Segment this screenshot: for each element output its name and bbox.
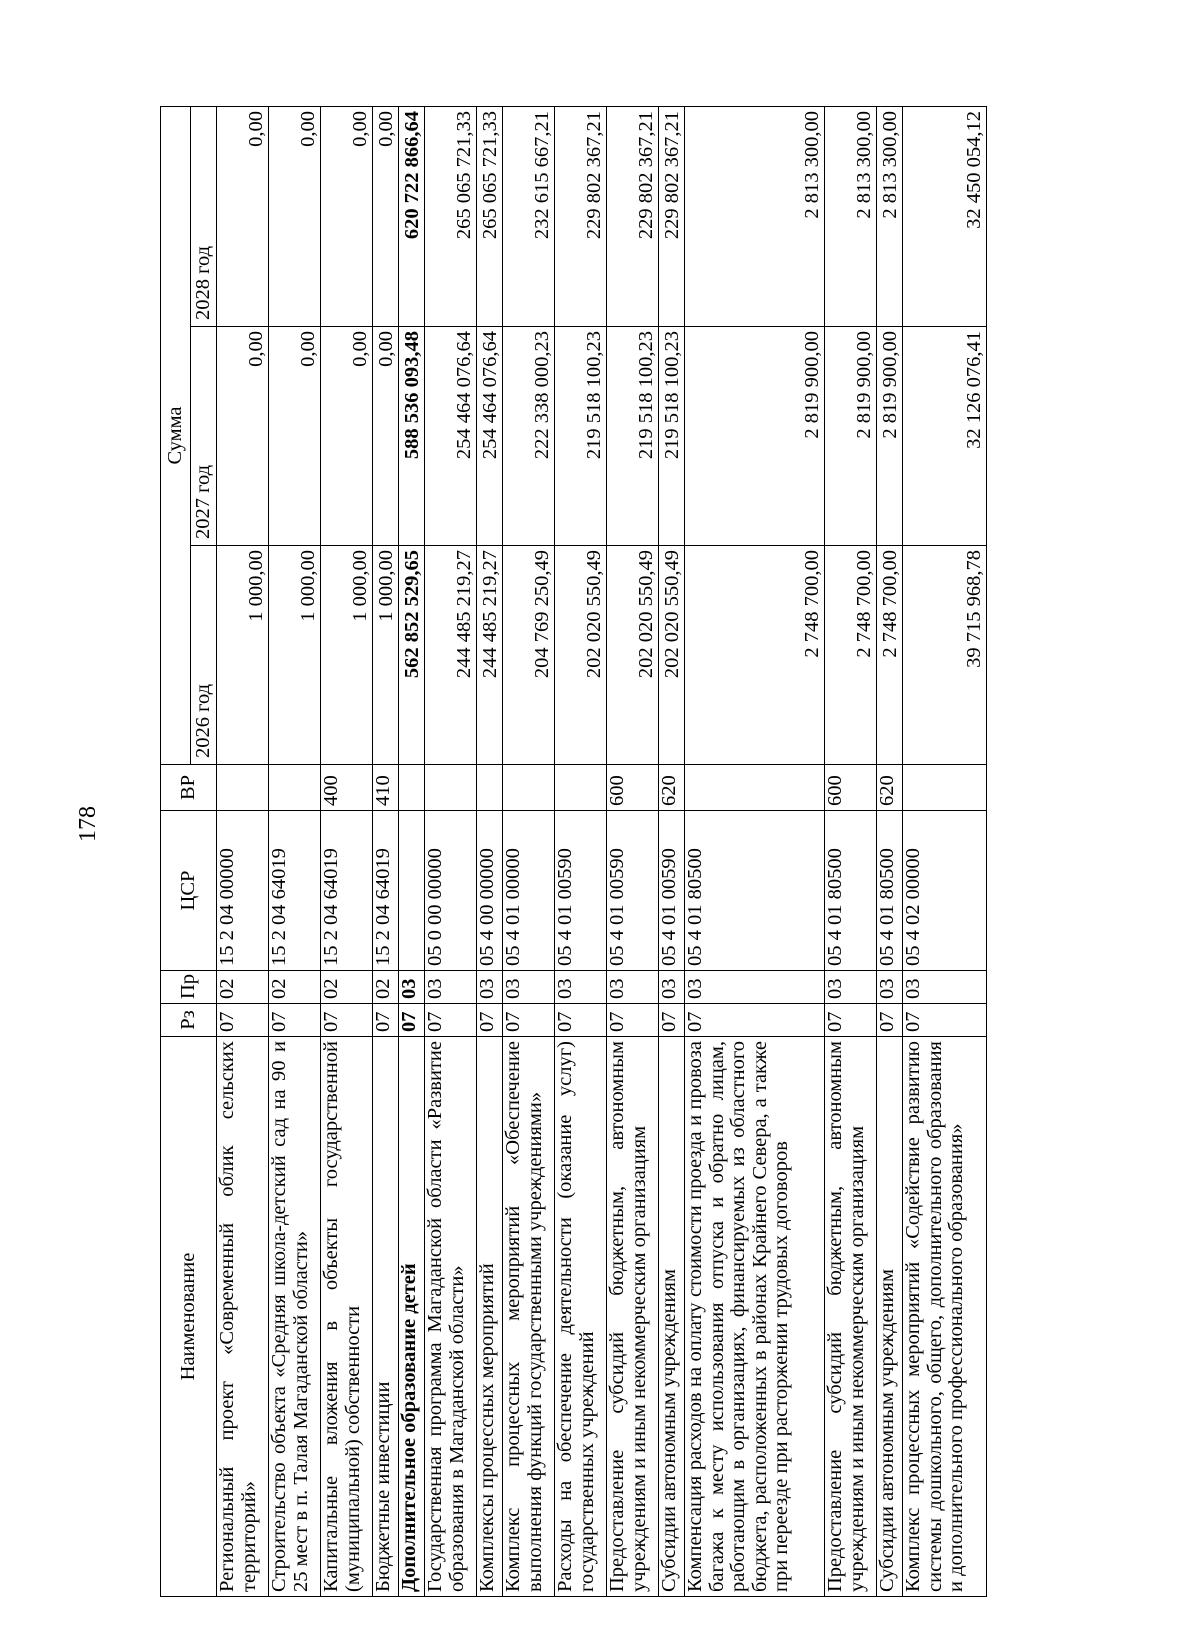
row-csr: 05 4 01 80500 [877,811,903,971]
row-pr: 02 [217,971,269,1004]
row-vr [477,765,503,811]
table-row [321,106,373,1596]
table-row [399,106,425,1596]
row-amount-2027: 219 518 100,23 [659,327,685,546]
table-row [217,106,269,1596]
row-rz: 07 [373,1004,399,1037]
row-name: Комплекс процессных мероприятий «Обеспечение выполнения функций государственными учреждениями» [503,1037,555,1597]
row-amount-2026: 244 485 219,27 [477,546,503,765]
row-name: Строительство объекта «Средняя школа-детский сад на 90 и 25 мест в п. Талая Магаданской области» [269,1037,321,1597]
row-pr: 03 [503,971,555,1004]
table-row [685,106,825,1596]
row-vr [217,765,269,811]
row-vr: 600 [825,765,877,811]
row-csr: 15 2 04 00000 [217,811,269,971]
row-rz: 07 [269,1004,321,1037]
row-amount-2028: 0,00 [373,106,399,326]
header-year-2026: 2026 год [191,546,217,765]
row-amount-2026: 2 748 700,00 [685,546,825,765]
row-name: Субсидии автономным учреждениям [877,1037,903,1597]
row-amount-2026: 2 748 700,00 [877,546,903,765]
row-amount-2028: 229 802 367,21 [607,106,659,326]
row-vr: 600 [607,765,659,811]
row-amount-2027: 2 819 900,00 [825,327,877,546]
row-rz: 07 [399,1004,425,1037]
row-rz: 07 [503,1004,555,1037]
row-name: Предоставление субсидий бюджетным, автономным учреждениям и иным некоммерческим организациям [607,1037,659,1597]
header-rz: Рз [161,1004,217,1037]
row-amount-2028: 265 065 721,33 [425,106,477,326]
row-csr: 15 2 04 64019 [321,811,373,971]
row-amount-2028: 232 615 667,21 [503,106,555,326]
row-amount-2028: 0,00 [321,106,373,326]
row-name: Государственная программа Магаданской области «Развитие образования в Магаданской области» [425,1037,477,1597]
row-vr [685,765,825,811]
row-amount-2027: 2 819 900,00 [877,327,903,546]
row-pr: 03 [399,971,425,1004]
row-rz: 07 [425,1004,477,1037]
row-vr: 620 [877,765,903,811]
row-amount-2026: 1 000,00 [321,546,373,765]
row-pr: 03 [903,971,987,1004]
row-pr: 03 [555,971,607,1004]
row-pr: 02 [373,971,399,1004]
table-row [503,106,555,1596]
row-rz: 07 [555,1004,607,1037]
row-vr [555,765,607,811]
row-vr [269,765,321,811]
row-pr: 02 [269,971,321,1004]
row-rz: 07 [659,1004,685,1037]
row-rz: 07 [685,1004,825,1037]
row-amount-2026: 1 000,00 [269,546,321,765]
row-csr: 05 4 01 00590 [659,811,685,971]
row-rz: 07 [321,1004,373,1037]
row-pr: 03 [685,971,825,1004]
row-rz: 07 [903,1004,987,1037]
table-row [903,106,987,1596]
row-amount-2027: 0,00 [217,327,269,546]
row-name: Комплекс процессных мероприятий «Содействие развитию системы дошкольного, общего, дополнительного образования и дополнительного профессионального образования» [903,1037,987,1597]
row-amount-2026: 1 000,00 [217,546,269,765]
row-vr [425,765,477,811]
row-csr: 05 4 01 80500 [825,811,877,971]
table-row [659,106,685,1596]
row-csr [399,811,425,971]
row-csr: 05 4 01 00000 [503,811,555,971]
table-row [607,106,659,1596]
row-pr: 03 [477,971,503,1004]
row-amount-2028: 265 065 721,33 [477,106,503,326]
row-csr: 05 4 01 00590 [555,811,607,971]
row-amount-2028: 2 813 300,00 [877,106,903,326]
row-pr: 03 [659,971,685,1004]
table-row [373,106,399,1596]
row-amount-2027: 0,00 [373,327,399,546]
row-name: Региональный проект «Современный облик сельских территорий» [217,1037,269,1597]
header-sum: Сумма [161,106,191,764]
row-amount-2027: 254 464 076,64 [477,327,503,546]
row-rz: 07 [217,1004,269,1037]
row-amount-2027: 0,00 [321,327,373,546]
rotated-page-content [160,107,1040,1597]
header-vr: ВР [161,765,217,811]
row-vr [903,765,987,811]
row-vr: 400 [321,765,373,811]
row-pr: 03 [825,971,877,1004]
header-year-2027: 2027 год [191,327,217,546]
row-amount-2026: 1 000,00 [373,546,399,765]
row-amount-2028: 2 813 300,00 [825,106,877,326]
row-name: Бюджетные инвестиции [373,1037,399,1597]
row-rz: 07 [477,1004,503,1037]
row-rz: 07 [877,1004,903,1037]
row-rz: 07 [607,1004,659,1037]
table-row [555,106,607,1596]
row-pr: 03 [877,971,903,1004]
row-amount-2026: 204 769 250,49 [503,546,555,765]
row-name: Компенсация расходов на оплату стоимости проезда и провоза багажа к месту использования отпуска и обратно лицам, работающим в организациях, финансируемых из областного бюджета, расположенных в районах Крайнего Севера, а также при переезде при расторжении трудовых договоров [685,1037,825,1597]
header-csr: ЦСР [161,811,217,971]
row-amount-2028: 229 802 367,21 [659,106,685,326]
row-amount-2028: 32 450 054,12 [903,106,987,326]
row-csr: 05 4 02 00000 [903,811,987,971]
row-amount-2026: 202 020 550,49 [555,546,607,765]
row-amount-2026: 202 020 550,49 [659,546,685,765]
row-pr: 02 [321,971,373,1004]
row-vr [399,765,425,811]
row-csr: 05 4 01 80500 [685,811,825,971]
row-vr [503,765,555,811]
row-pr: 03 [425,971,477,1004]
row-amount-2027: 222 338 000,23 [503,327,555,546]
table-row [877,106,903,1596]
row-name: Расходы на обеспечение деятельности (оказание услуг) государственных учреждений [555,1037,607,1597]
row-amount-2028: 2 813 300,00 [685,106,825,326]
row-name: Капитальные вложения в объекты государственной (муниципальной) собственности [321,1037,373,1597]
budget-table [160,106,987,1597]
row-name: Комплексы процессных мероприятий [477,1037,503,1597]
header-name: Наименование [161,1037,217,1597]
row-amount-2027: 0,00 [269,327,321,546]
row-amount-2027: 32 126 076,41 [903,327,987,546]
table-row [269,106,321,1596]
table-body [217,106,987,1596]
row-amount-2027: 588 536 093,48 [399,327,425,546]
row-amount-2026: 244 485 219,27 [425,546,477,765]
row-csr: 05 4 00 00000 [477,811,503,971]
row-vr: 410 [373,765,399,811]
row-csr: 05 0 00 00000 [425,811,477,971]
row-amount-2027: 2 819 900,00 [685,327,825,546]
row-amount-2026: 202 020 550,49 [607,546,659,765]
header-year-2028: 2028 год [191,106,217,326]
table-row [425,106,477,1596]
row-amount-2028: 0,00 [269,106,321,326]
row-csr: 15 2 04 64019 [373,811,399,971]
row-amount-2028: 229 802 367,21 [555,106,607,326]
table-row [477,106,503,1596]
row-pr: 03 [607,971,659,1004]
row-csr: 05 4 01 00590 [607,811,659,971]
row-amount-2028: 0,00 [217,106,269,326]
header-pr: Пр [161,971,217,1004]
row-name: Предоставление субсидий бюджетным, автономным учреждениям и иным некоммерческим организациям [825,1037,877,1597]
page-number: 178 [75,806,101,842]
row-csr: 15 2 04 64019 [269,811,321,971]
row-amount-2026: 39 715 968,78 [903,546,987,765]
row-name: Дополнительное образование детей [399,1037,425,1597]
row-amount-2027: 254 464 076,64 [425,327,477,546]
row-rz: 07 [825,1004,877,1037]
row-name: Субсидии автономным учреждениям [659,1037,685,1597]
row-amount-2027: 219 518 100,23 [607,327,659,546]
row-amount-2028: 620 722 866,64 [399,106,425,326]
row-amount-2026: 2 748 700,00 [825,546,877,765]
table-row [825,106,877,1596]
row-amount-2026: 562 852 529,65 [399,546,425,765]
row-amount-2027: 219 518 100,23 [555,327,607,546]
table-header [161,106,217,1596]
row-vr: 620 [659,765,685,811]
